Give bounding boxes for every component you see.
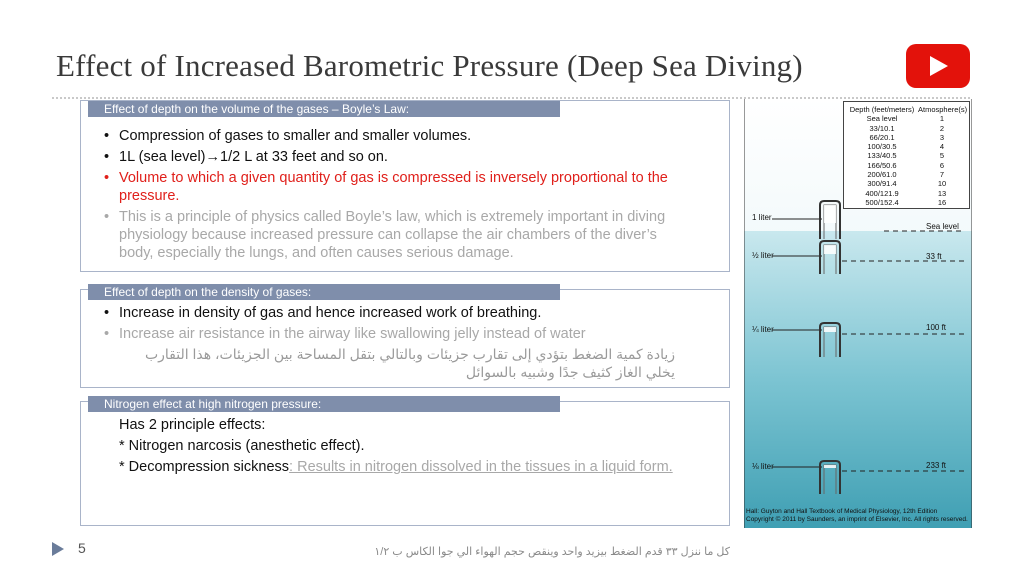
density-bullet-2-text: Increase air resistance in the airway like swallowing jelly instead of water [119,326,586,342]
figure-credit-line-2: Copyright © 2011 by Saunders, an imprint of Elsevier, Inc. All rights reserved. [746,516,968,523]
table-body [846,114,967,207]
table-cell-depth: 33/10.1 [869,123,895,133]
density-bullet-1-text: Increase in density of gas and hence increased work of breathing. [119,305,542,321]
depth-label-100ft: 100 ft [926,323,947,332]
density-arabic-note: زيادة كمية الضغط بتؤدي إلى تقارب جزيئات وبالتالي بتقل المساحة بين الجزيئات، هذا التقارب يخلي الغاز كثيف جدًا وشبيه بالسوائل [144,346,675,380]
header-depth: Depth (feet/meters) [849,105,915,114]
density-bullet-1: • Increase in density of gas and hence increased work of breathing. [104,304,684,322]
boyle-law-label: Effect of depth on the volume of the gases – Boyle’s Law: [88,101,560,117]
table-row [846,124,967,133]
volume-label-2: ½ liter [752,251,774,260]
header-atm: Atmosphere(s) [918,105,968,114]
table-row [846,179,967,188]
slide-title: Effect of Increased Barometric Pressure (Deep Sea Diving) [56,48,803,83]
table-cell-atm: 3 [939,132,945,142]
depth-label-33ft: 33 ft [926,252,942,261]
boyle-bullet-1-text: Compression of gases to smaller and smaller volumes. [119,128,472,144]
page-number: 5 [78,540,86,556]
table-cell-atm: 10 [937,179,947,189]
boyle-bullet-1: • Compression of gases to smaller and smaller volumes. [104,127,684,145]
nitrogen-line-1: Has 2 principle effects: [119,417,266,433]
table-cell-depth: 66/20.1 [869,132,895,142]
table-row [846,198,967,207]
nitrogen-line-3 [119,458,689,476]
table-header [846,105,967,114]
table-row [846,161,967,170]
table-cell-atm: 2 [939,123,945,133]
table-cell-atm: 5 [939,151,945,161]
table-cell-depth: 400/121.9 [865,188,899,198]
decompression-sickness-text: * Decompression sickness [119,459,290,475]
table-row [846,170,967,179]
volume-label-3: ¼ liter [752,325,774,334]
table-cell-atm: 6 [939,160,945,170]
density-bullet-2: • Increase air resistance in the airway like swallowing jelly instead of water [104,325,684,343]
nitrogen-label: Nitrogen effect at high nitrogen pressure: [88,396,560,412]
table-cell-depth: Sea level [866,114,898,124]
figure-credit-line-1: Hall: Guyton and Hall Textbook of Medical Physiology, 12th Edition [746,508,938,515]
table-cell-depth: 200/61.0 [867,170,897,180]
boyle-bullet-2: • 1L (sea level)→1/2 L at 33 feet and so on. [104,148,684,166]
table-row [846,151,967,160]
table-cell-depth: 500/152.4 [865,197,899,207]
boyle-bullet-3-text: Volume to which a given quantity of gas is compressed is inversely proportional to the pressure. [119,170,668,204]
footer-arabic-note: كل ما ننزل ٣٣ قدم الضغط بيزيد واحد وينقص حجم الهواء الي جوا الكاس ب ١/٢ [374,546,730,558]
decompression-detail-link[interactable]: : Results in nitrogen dissolved in the tissues in a liquid form. [289,459,673,475]
boyle-bullet-3: • Volume to which a given quantity of gas is compressed is inversely proportional to the pressure. [104,169,684,205]
table-cell-atm: 13 [937,188,947,198]
table-cell-depth: 133/40.5 [867,151,897,161]
footer-triangle-icon [52,542,64,556]
table-cell-depth: 300/91.4 [867,179,897,189]
table-cell-atm: 1 [939,114,945,124]
table-row [846,189,967,198]
volume-label-1: 1 liter [752,213,772,222]
density-label: Effect of depth on the density of gases: [88,284,560,300]
depth-pressure-table [843,101,970,209]
table-row [846,142,967,151]
depth-label-sea-level: Sea level [926,222,959,231]
table-cell-atm: 7 [939,170,945,180]
table-cell-depth: 166/50.6 [867,160,897,170]
nitrogen-line-2: * Nitrogen narcosis (anesthetic effect). [119,438,365,454]
table-row [846,114,967,123]
table-cell-depth: 100/30.5 [867,142,897,152]
figure-credit [746,508,968,524]
volume-label-4: ⅛ liter [752,462,774,471]
table-cell-atm: 16 [937,197,947,207]
depth-label-233ft: 233 ft [926,461,947,470]
table-cell-atm: 4 [939,142,945,152]
youtube-play-icon[interactable] [906,44,970,88]
boyle-bullet-4-text: This is a principle of physics called Boyle’s law, which is extremely important in diving physiology because increased pressure can collapse the air chambers of the diver’s body, especially the lungs, and often causes serious damage. [119,209,666,261]
boyle-bullet-4: • This is a principle of physics called Boyle’s law, which is extremely important in diving physiology because increased pressure can collapse the air chambers of the diver’s body, especially the lungs, and often causes serious damage. [104,208,684,262]
table-row [846,133,967,142]
boyle-bullet-2-text: 1L (sea level)→1/2 L at 33 feet and so on. [119,149,388,165]
